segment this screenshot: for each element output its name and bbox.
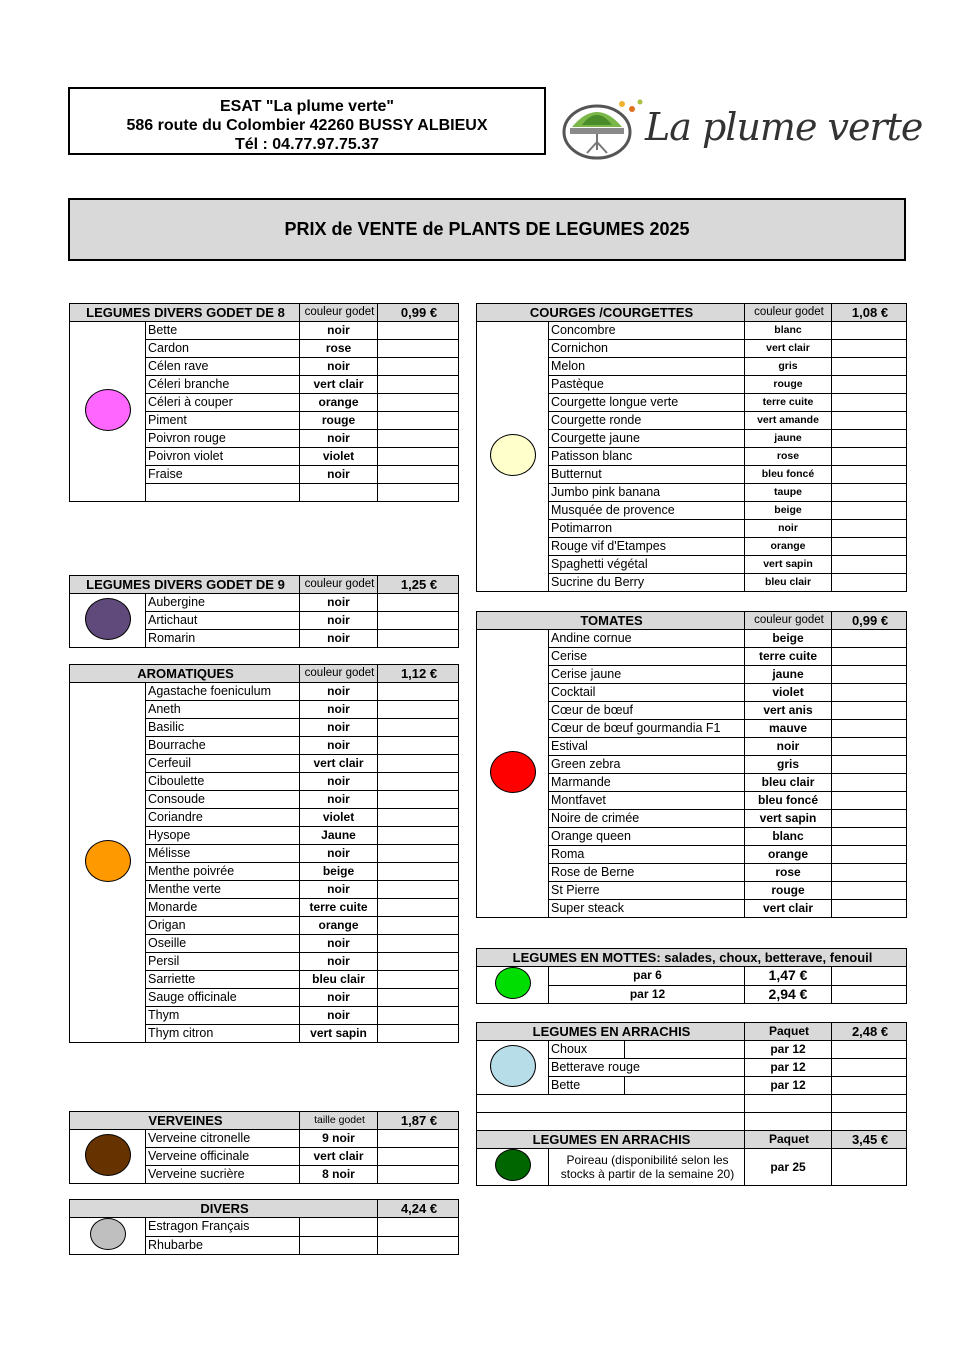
table-row [70,1130,459,1148]
light-blue-pot-icon [490,1045,536,1087]
pot-color: noir [300,719,378,737]
table-divers [69,1199,459,1255]
tomates-price: 0,99 € [832,612,907,630]
plant-name: Consoude [146,791,300,809]
pot-color: noir [300,881,378,899]
plant-name: Montfavet [549,792,745,810]
pot-color: Jaune [300,827,378,845]
plant-name: Basilic [146,719,300,737]
divers9-price: 1,25 € [378,576,459,594]
pot-color-icon [490,434,536,476]
mottes-swatch [477,967,549,1004]
plant-name: Sarriette [146,971,300,989]
plant-name: Estragon Français [146,1218,300,1237]
divers8-title: LEGUMES DIVERS GODET DE 8 [70,304,300,322]
plant-name: Sauge officinale [146,989,300,1007]
pot-color: noir [300,594,378,612]
divers-price: 4,24 € [378,1200,459,1218]
plant-name: Estival [549,738,745,756]
table-arrachis-1 [476,1022,907,1131]
table-row [70,322,459,340]
pot-color: noir [300,683,378,701]
pot-color-icon [490,751,536,793]
pot-color: noir [300,1007,378,1025]
pot-color: vert clair [300,755,378,773]
list-item-qty: par 12 [745,1059,832,1077]
table-aromatiques [69,664,459,1043]
plant-name: Super steack [549,900,745,918]
pot-color: 8 noir [300,1166,378,1184]
aromatiques-col-header: couleur godet [300,665,378,683]
pot-color: noir [300,466,378,484]
plant-name: Cerise [549,648,745,666]
pot-color: noir [300,935,378,953]
pot-color-icon [90,1218,126,1250]
pot-color: bleu clair [300,971,378,989]
pot-color: jaune [745,430,832,448]
plant-name: Hysope [146,827,300,845]
divers8-price: 0,99 € [378,304,459,322]
pot-color: noir [300,791,378,809]
table-row [70,594,459,612]
plant-name: Cœur de bœuf [549,702,745,720]
pot-color: beige [745,502,832,520]
verveines-title: VERVEINES [70,1112,300,1130]
mottes-title: LEGUMES EN MOTTES: salades, choux, betterave, fenouil [477,949,907,967]
plant-name: Patisson blanc [549,448,745,466]
table-row [477,322,907,340]
plant-name: Courgette ronde [549,412,745,430]
org-name: ESAT "La plume verte" [219,98,395,115]
pot-color: rouge [745,882,832,900]
pot-color: beige [300,863,378,881]
plant-name: Concombre [549,322,745,340]
pot-color: rose [745,864,832,882]
pot-color: vert clair [300,1148,378,1166]
plant-name: Musquée de provence [549,502,745,520]
pot-color: vert anis [745,702,832,720]
list-item: Choux [549,1041,625,1059]
divers9-swatch [70,594,146,648]
tomates-col-header: couleur godet [745,612,832,630]
divers8-swatch [70,322,146,502]
plant-name: Célen rave [146,358,300,376]
divers-swatch [70,1218,146,1255]
pot-color: noir [745,738,832,756]
plant-name: Bette [146,322,300,340]
plant-name: Origan [146,917,300,935]
list-item-qty: par 12 [745,1077,832,1095]
logo-text: La plume verte [645,105,923,149]
pot-color: vert clair [745,340,832,358]
pot-color: noir [745,520,832,538]
poireau-item: Poireau (disponibilité selon les stocks à partir de la semaine 20) [549,1149,745,1186]
table-mottes [476,948,907,1004]
plant-name: Oseille [146,935,300,953]
plant-name: Menthe poivrée [146,863,300,881]
pot-color: violet [300,448,378,466]
plant-name: Verveine officinale [146,1148,300,1166]
pot-color: noir [300,773,378,791]
plant-name: Sucrine du Berry [549,574,745,592]
divers9-title: LEGUMES DIVERS GODET DE 9 [70,576,300,594]
arrachis1-title: LEGUMES EN ARRACHIS [477,1023,745,1041]
poireau-qty: par 25 [745,1149,832,1186]
arrachis2-price: 3,45 € [832,1131,907,1149]
arrachis2-swatch [477,1149,549,1186]
plant-name: Rhubarbe [146,1236,300,1255]
table-courges [476,303,907,592]
plant-name: Coriandre [146,809,300,827]
mottes-qty: par 6 [549,967,745,986]
plant-name: Green zebra [549,756,745,774]
plant-name: Courgette jaune [549,430,745,448]
green-pot-icon [495,967,531,999]
plant-name: Noire de crimée [549,810,745,828]
verveines-price: 1,87 € [378,1112,459,1130]
pot-color: noir [300,953,378,971]
pot-color: mauve [745,720,832,738]
plant-name: Mélisse [146,845,300,863]
pot-color-icon [85,389,131,431]
pot-color: noir [300,322,378,340]
arrachis1-col-header: Paquet [745,1023,832,1041]
pot-color: vert amande [745,412,832,430]
pot-color: noir [300,630,378,648]
plant-name: Poivron rouge [146,430,300,448]
pot-color-icon [85,598,131,640]
plant-name: Melon [549,358,745,376]
pot-color: orange [300,917,378,935]
plant-name: Roma [549,846,745,864]
list-item-qty: par 12 [745,1041,832,1059]
table-divers-godet-9 [69,575,459,648]
plant-name: Cornichon [549,340,745,358]
plant-name: Thym citron [146,1025,300,1043]
plant-name: Rouge vif d'Etampes [549,538,745,556]
arrachis2-title: LEGUMES EN ARRACHIS [477,1131,745,1149]
plant-name: Cerise jaune [549,666,745,684]
plant-name: Ciboulette [146,773,300,791]
plant-name: Pastèque [549,376,745,394]
pot-color: noir [300,989,378,1007]
plant-name: Verveine citronelle [146,1130,300,1148]
table-verveines [69,1111,459,1184]
pot-color: orange [745,538,832,556]
table-arrachis-2 [476,1130,907,1186]
plant-name: Persil [146,953,300,971]
tomates-swatch [477,630,549,918]
pot-color: vert sapin [745,556,832,574]
pot-color-icon [85,1134,131,1176]
pot-color: 9 noir [300,1130,378,1148]
pot-color: beige [745,630,832,648]
plant-name: Verveine sucrière [146,1166,300,1184]
plant-name: Bourrache [146,737,300,755]
pot-color: bleu foncé [745,466,832,484]
mottes-price: 1,47 € [745,967,832,986]
pot-color: bleu clair [745,574,832,592]
pot-color: jaune [745,666,832,684]
plant-name: Cocktail [549,684,745,702]
divers8-col-header: couleur godet [300,304,378,322]
pot-color: noir [300,737,378,755]
aromatiques-swatch [70,683,146,1043]
plant-name: Monarde [146,899,300,917]
plant-name: Romarin [146,630,300,648]
pot-color [300,1218,378,1237]
divers9-col-header: couleur godet [300,576,378,594]
pot-color: blanc [745,322,832,340]
plant-name: Rose de Berne [549,864,745,882]
aromatiques-price: 1,12 € [378,665,459,683]
plant-name: St Pierre [549,882,745,900]
plant-name: Artichaut [146,612,300,630]
courges-price: 1,08 € [832,304,907,322]
pot-color: rouge [745,376,832,394]
address-box [68,87,546,155]
pot-color: rose [300,340,378,358]
pot-color: rouge [300,412,378,430]
plant-name: Céleri branche [146,376,300,394]
plant-name: Poivron violet [146,448,300,466]
plant-name: Aneth [146,701,300,719]
pot-color: blanc [745,828,832,846]
pot-color: noir [300,430,378,448]
pot-color: noir [300,358,378,376]
plant-name: Jumbo pink banana [549,484,745,502]
pot-color: vert clair [300,376,378,394]
plant-name: Spaghetti végétal [549,556,745,574]
table-row [70,683,459,701]
pot-color: noir [300,612,378,630]
pot-color: bleu foncé [745,792,832,810]
table-divers-godet-8 [69,303,459,502]
pot-color: noir [300,845,378,863]
plant-name: Aubergine [146,594,300,612]
plant-name: Agastache foeniculum [146,683,300,701]
table-row [70,1218,459,1237]
aromatiques-title: AROMATIQUES [70,665,300,683]
pot-color: rose [745,448,832,466]
pot-color: terre cuite [300,899,378,917]
plant-name: Andine cornue [549,630,745,648]
verveines-col-header: taille godet [300,1112,378,1130]
plant-name: Fraise [146,466,300,484]
tomates-title: TOMATES [477,612,745,630]
list-item: Bette [549,1077,625,1095]
verveines-swatch [70,1130,146,1184]
plant-name: Cœur de bœuf gourmandia F1 [549,720,745,738]
plant-name: Cerfeuil [146,755,300,773]
arrachis2-col-header: Paquet [745,1131,832,1149]
pot-color: gris [745,756,832,774]
plant-name: Potimarron [549,520,745,538]
mottes-price: 2,94 € [745,985,832,1004]
pot-color [300,1236,378,1255]
table-tomates [476,611,907,918]
pot-color: bleu clair [745,774,832,792]
plant-name: Butternut [549,466,745,484]
table-row [477,630,907,648]
pot-color: orange [300,394,378,412]
pot-color: terre cuite [745,648,832,666]
divers-title: DIVERS [70,1200,378,1218]
plant-name: Céleri à couper [146,394,300,412]
courges-swatch [477,322,549,592]
plant-name: Cardon [146,340,300,358]
org-address: 586 route du Colombier 42260 BUSSY ALBIEUX [126,117,488,134]
plant-name: Thym [146,1007,300,1025]
pot-color: orange [745,846,832,864]
pot-color: noir [300,701,378,719]
pot-color: gris [745,358,832,376]
courges-title: COURGES /COURGETTES [477,304,745,322]
plant-name: Courgette longue verte [549,394,745,412]
org-phone: Tél : 04.77.97.75.37 [234,136,380,153]
plant-name: Menthe verte [146,881,300,899]
page-title: PRIX de VENTE de PLANTS DE LEGUMES 2025 [68,198,906,261]
pot-color-icon [85,840,131,882]
pot-color: violet [745,684,832,702]
pot-color: vert sapin [745,810,832,828]
arrachis1-price: 2,48 € [832,1023,907,1041]
pot-color: violet [300,809,378,827]
dark-green-pot-icon [495,1149,531,1181]
plant-name: Orange queen [549,828,745,846]
pot-color: vert clair [745,900,832,918]
plant-name: Marmande [549,774,745,792]
plant-name: Piment [146,412,300,430]
pot-color: terre cuite [745,394,832,412]
arrachis1-swatch [477,1041,549,1095]
courges-col-header: couleur godet [745,304,832,322]
pot-color: vert sapin [300,1025,378,1043]
pot-color: taupe [745,484,832,502]
mottes-qty: par 12 [549,985,745,1004]
list-item: Betterave rouge [549,1059,745,1077]
